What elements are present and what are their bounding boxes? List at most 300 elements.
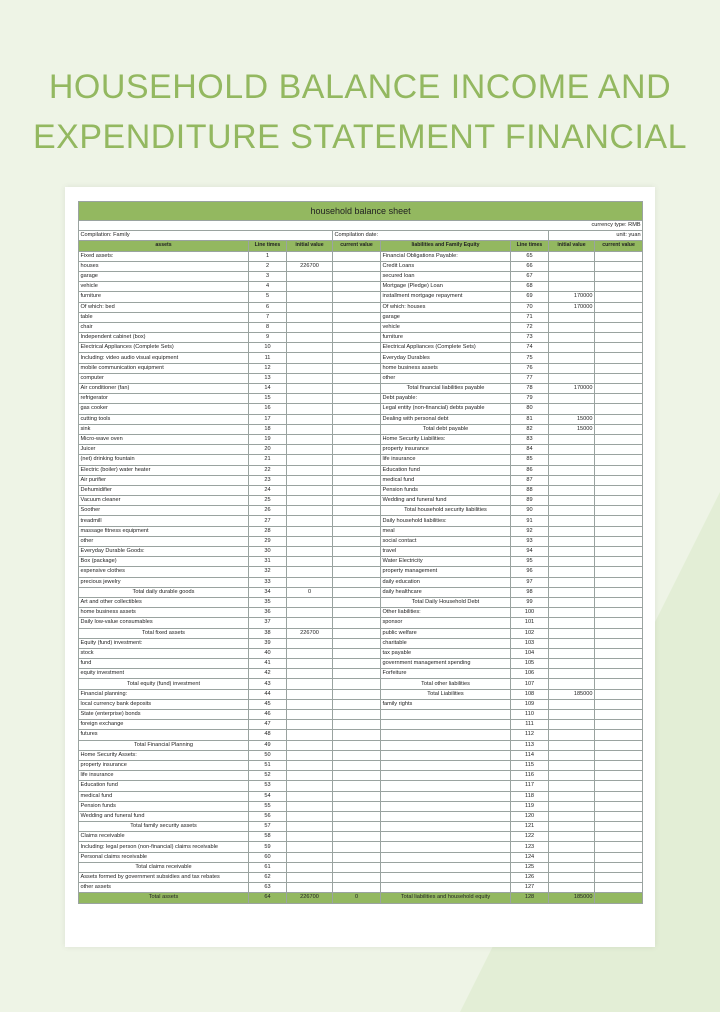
liability-line-cell: 114 xyxy=(511,750,549,760)
liability-current-cell xyxy=(595,760,643,770)
asset-initial-cell xyxy=(287,822,333,832)
liability-name-cell: social contact xyxy=(381,536,511,546)
asset-initial-cell xyxy=(287,679,333,689)
liability-initial-cell xyxy=(549,353,595,363)
liability-name-cell: Of which: houses xyxy=(381,302,511,312)
asset-current-cell xyxy=(333,333,381,343)
asset-name-cell: cutting tools xyxy=(79,414,249,424)
asset-line-cell: 5 xyxy=(249,292,287,302)
asset-name-cell: Independent cabinet (box) xyxy=(79,333,249,343)
liability-name-cell: sponsor xyxy=(381,618,511,628)
liability-name-cell: Legal entity (non-financial) debts payable xyxy=(381,404,511,414)
table-row xyxy=(79,455,643,465)
asset-line-cell: 45 xyxy=(249,699,287,709)
liability-initial-cell xyxy=(549,699,595,709)
liability-current-cell xyxy=(595,557,643,567)
liability-current-cell xyxy=(595,628,643,638)
asset-name-cell: Dehumidifier xyxy=(79,485,249,495)
table-row xyxy=(79,822,643,832)
liability-initial-cell xyxy=(549,445,595,455)
asset-initial-cell xyxy=(287,557,333,567)
liability-initial-cell: 170000 xyxy=(549,302,595,312)
liability-line-cell: 127 xyxy=(511,883,549,893)
liability-line-cell: 90 xyxy=(511,506,549,516)
liability-name-cell: daily healthcare xyxy=(381,587,511,597)
table-row xyxy=(79,801,643,811)
table-row xyxy=(79,251,643,261)
asset-line-cell: 1 xyxy=(249,251,287,261)
asset-initial-cell xyxy=(287,353,333,363)
liability-initial-cell: 185000 xyxy=(549,689,595,699)
asset-name-cell: garage xyxy=(79,271,249,281)
asset-initial-cell xyxy=(287,414,333,424)
asset-current-cell xyxy=(333,628,381,638)
asset-initial-cell xyxy=(287,445,333,455)
asset-initial-cell xyxy=(287,689,333,699)
liability-current-cell xyxy=(595,689,643,699)
liability-name-cell: other xyxy=(381,373,511,383)
liability-line-cell: 85 xyxy=(511,455,549,465)
table-row xyxy=(79,404,643,414)
liability-line-cell: 122 xyxy=(511,832,549,842)
table-row xyxy=(79,862,643,872)
liability-name-cell xyxy=(381,771,511,781)
liability-current-cell xyxy=(595,801,643,811)
liability-line-cell: 113 xyxy=(511,740,549,750)
liability-current-cell xyxy=(595,771,643,781)
liability-current-cell xyxy=(595,852,643,862)
liability-line-cell: 109 xyxy=(511,699,549,709)
liability-line-cell: 70 xyxy=(511,302,549,312)
table-row xyxy=(79,730,643,740)
asset-line-cell: 50 xyxy=(249,750,287,760)
table-row xyxy=(79,333,643,343)
asset-initial-cell xyxy=(287,577,333,587)
liability-line-cell: 91 xyxy=(511,516,549,526)
liability-initial-cell xyxy=(549,750,595,760)
asset-name-cell: Box (package) xyxy=(79,557,249,567)
asset-current-cell xyxy=(333,251,381,261)
asset-current-cell xyxy=(333,750,381,760)
asset-line-cell: 12 xyxy=(249,363,287,373)
liability-initial-cell xyxy=(549,455,595,465)
asset-line-cell: 16 xyxy=(249,404,287,414)
liability-name-cell: family rights xyxy=(381,699,511,709)
liability-current-cell xyxy=(595,842,643,852)
liability-current-cell xyxy=(595,587,643,597)
asset-line-cell: 17 xyxy=(249,414,287,424)
asset-initial-cell xyxy=(287,659,333,669)
liability-initial-cell xyxy=(549,404,595,414)
liability-line-cell: 76 xyxy=(511,363,549,373)
liability-current-cell xyxy=(595,445,643,455)
liability-line-cell: 115 xyxy=(511,760,549,770)
asset-line-cell: 33 xyxy=(249,577,287,587)
liability-initial-cell: 170000 xyxy=(549,384,595,394)
table-row xyxy=(79,608,643,618)
table-row xyxy=(79,424,643,434)
liability-line-cell: 72 xyxy=(511,322,549,332)
asset-current-cell xyxy=(333,282,381,292)
liability-current-cell xyxy=(595,547,643,557)
liability-current-cell xyxy=(595,648,643,658)
liability-line-cell: 65 xyxy=(511,251,549,261)
liability-name-cell xyxy=(381,710,511,720)
asset-line-cell: 56 xyxy=(249,811,287,821)
liability-name-cell: furniture xyxy=(381,333,511,343)
asset-current-cell xyxy=(333,679,381,689)
total-row xyxy=(79,893,643,903)
liability-line-cell: 80 xyxy=(511,404,549,414)
asset-initial-cell xyxy=(287,720,333,730)
liability-initial-cell xyxy=(549,842,595,852)
asset-initial-cell xyxy=(287,873,333,883)
liability-initial-cell xyxy=(549,363,595,373)
liability-initial-cell xyxy=(549,536,595,546)
liability-current-cell xyxy=(595,353,643,363)
asset-line-cell: 29 xyxy=(249,536,287,546)
table-row xyxy=(79,699,643,709)
liability-line-cell: 86 xyxy=(511,465,549,475)
liability-initial-cell xyxy=(549,322,595,332)
liability-initial-cell: 170000 xyxy=(549,292,595,302)
liability-initial-cell xyxy=(549,557,595,567)
liability-line-cell: 75 xyxy=(511,353,549,363)
asset-line-cell: 26 xyxy=(249,506,287,516)
asset-current-cell xyxy=(333,801,381,811)
asset-current-cell xyxy=(333,618,381,628)
liability-name-cell: vehicle xyxy=(381,322,511,332)
compilation-date: Compilation date: xyxy=(333,231,549,241)
liability-name-cell: Education fund xyxy=(381,465,511,475)
liability-line-cell: 126 xyxy=(511,873,549,883)
asset-initial-cell xyxy=(287,750,333,760)
asset-initial-cell xyxy=(287,271,333,281)
liability-name-cell: medical fund xyxy=(381,475,511,485)
liability-line-cell: 84 xyxy=(511,445,549,455)
liability-name-cell: Financial Obligations Payable: xyxy=(381,251,511,261)
liability-current-cell xyxy=(595,811,643,821)
asset-initial-cell xyxy=(287,638,333,648)
asset-line-cell: 55 xyxy=(249,801,287,811)
liability-current-cell xyxy=(595,659,643,669)
asset-current-cell xyxy=(333,547,381,557)
liability-line-cell: 112 xyxy=(511,730,549,740)
liability-name-cell: property management xyxy=(381,567,511,577)
liability-name-cell: Everyday Durables xyxy=(381,353,511,363)
liability-name-cell: installment mortgage repayment xyxy=(381,292,511,302)
table-row xyxy=(79,363,643,373)
asset-line-cell: 4 xyxy=(249,282,287,292)
table-row xyxy=(79,384,643,394)
liability-name-cell xyxy=(381,801,511,811)
asset-initial-cell xyxy=(287,373,333,383)
table-row xyxy=(79,322,643,332)
table-row xyxy=(79,414,643,424)
asset-initial-cell xyxy=(287,791,333,801)
asset-initial-cell xyxy=(287,384,333,394)
liability-name-cell: Mortgage (Pledge) Loan xyxy=(381,282,511,292)
liability-name-cell xyxy=(381,791,511,801)
table-row xyxy=(79,791,643,801)
liability-current-cell xyxy=(595,271,643,281)
table-row xyxy=(79,343,643,353)
liability-line-cell: 95 xyxy=(511,557,549,567)
table-row xyxy=(79,536,643,546)
asset-current-cell xyxy=(333,608,381,618)
liability-name-cell xyxy=(381,832,511,842)
asset-name-cell: treadmill xyxy=(79,516,249,526)
liability-line-cell: 92 xyxy=(511,526,549,536)
liability-name-cell xyxy=(381,750,511,760)
asset-name-cell: Including: legal person (non-financial) claims receivable xyxy=(79,842,249,852)
liability-current-cell xyxy=(595,822,643,832)
table-row xyxy=(79,710,643,720)
liability-initial-cell xyxy=(549,587,595,597)
liability-initial-cell xyxy=(549,669,595,679)
asset-name-cell: Total equity (fund) investment xyxy=(79,679,249,689)
asset-line-cell: 51 xyxy=(249,760,287,770)
asset-current-cell xyxy=(333,322,381,332)
asset-current-cell xyxy=(333,597,381,607)
liability-line-cell: 71 xyxy=(511,312,549,322)
asset-initial-cell xyxy=(287,292,333,302)
liability-current-cell xyxy=(595,312,643,322)
liability-initial-cell xyxy=(549,597,595,607)
asset-current-cell xyxy=(333,587,381,597)
asset-current-cell xyxy=(333,465,381,475)
column-header-row xyxy=(79,241,643,251)
table-row xyxy=(79,496,643,506)
asset-current-cell xyxy=(333,720,381,730)
asset-current-cell xyxy=(333,873,381,883)
liability-initial-cell xyxy=(549,506,595,516)
asset-line-cell: 41 xyxy=(249,659,287,669)
liability-initial-cell xyxy=(549,251,595,261)
table-row xyxy=(79,740,643,750)
asset-name-cell: Total assets xyxy=(79,893,249,903)
liability-current-cell xyxy=(595,414,643,424)
asset-line-cell: 27 xyxy=(249,516,287,526)
liability-current-cell xyxy=(595,883,643,893)
asset-line-cell: 62 xyxy=(249,873,287,883)
asset-name-cell: Micro-wave oven xyxy=(79,434,249,444)
asset-initial-cell xyxy=(287,526,333,536)
liability-current-cell xyxy=(595,832,643,842)
liability-line-cell: 103 xyxy=(511,638,549,648)
asset-initial-cell xyxy=(287,424,333,434)
liability-name-cell: Pension funds xyxy=(381,485,511,495)
liability-current-cell xyxy=(595,710,643,720)
asset-current-cell xyxy=(333,394,381,404)
asset-current-cell xyxy=(333,526,381,536)
table-row xyxy=(79,760,643,770)
liability-name-cell xyxy=(381,740,511,750)
headline-line-2: EXPENDITURE STATEMENT FINANCIAL xyxy=(32,118,688,156)
liability-line-cell: 78 xyxy=(511,384,549,394)
table-row xyxy=(79,506,643,516)
liability-initial-cell xyxy=(549,740,595,750)
liability-name-cell xyxy=(381,811,511,821)
liability-initial-cell xyxy=(549,801,595,811)
table-row xyxy=(79,557,643,567)
liability-current-cell xyxy=(595,506,643,516)
asset-initial-cell xyxy=(287,302,333,312)
asset-initial-cell xyxy=(287,475,333,485)
asset-initial-cell xyxy=(287,455,333,465)
column-header: current value xyxy=(333,241,381,251)
asset-line-cell: 13 xyxy=(249,373,287,383)
asset-current-cell xyxy=(333,496,381,506)
asset-current-cell xyxy=(333,638,381,648)
asset-name-cell: Air conditioner (fan) xyxy=(79,384,249,394)
liability-initial-cell xyxy=(549,760,595,770)
liability-current-cell xyxy=(595,496,643,506)
asset-line-cell: 9 xyxy=(249,333,287,343)
liability-line-cell: 82 xyxy=(511,424,549,434)
asset-initial-cell: 226700 xyxy=(287,261,333,271)
table-row xyxy=(79,526,643,536)
column-header: liabilities and Family Equity xyxy=(381,241,511,251)
asset-line-cell: 48 xyxy=(249,730,287,740)
asset-current-cell xyxy=(333,271,381,281)
asset-name-cell: precious jewelry xyxy=(79,577,249,587)
liability-current-cell xyxy=(595,679,643,689)
asset-name-cell: Vacuum cleaner xyxy=(79,496,249,506)
asset-name-cell: property insurance xyxy=(79,760,249,770)
liability-initial-cell xyxy=(549,567,595,577)
asset-initial-cell xyxy=(287,608,333,618)
liability-line-cell: 87 xyxy=(511,475,549,485)
liability-initial-cell xyxy=(549,577,595,587)
asset-name-cell: Total Financial Planning xyxy=(79,740,249,750)
asset-initial-cell xyxy=(287,740,333,750)
asset-name-cell: gas cooker xyxy=(79,404,249,414)
table-row xyxy=(79,302,643,312)
asset-initial-cell xyxy=(287,465,333,475)
table-row xyxy=(79,465,643,475)
table-row xyxy=(79,669,643,679)
asset-current-cell xyxy=(333,261,381,271)
asset-line-cell: 14 xyxy=(249,384,287,394)
liability-current-cell xyxy=(595,475,643,485)
table-row xyxy=(79,618,643,628)
column-header: Line times xyxy=(511,241,549,251)
asset-line-cell: 46 xyxy=(249,710,287,720)
liability-initial-cell xyxy=(549,496,595,506)
asset-current-cell xyxy=(333,740,381,750)
asset-current-cell xyxy=(333,577,381,587)
liability-line-cell: 97 xyxy=(511,577,549,587)
liability-line-cell: 128 xyxy=(511,893,549,903)
asset-current-cell xyxy=(333,353,381,363)
asset-line-cell: 53 xyxy=(249,781,287,791)
liability-initial-cell xyxy=(549,873,595,883)
asset-initial-cell xyxy=(287,781,333,791)
liability-initial-cell xyxy=(549,648,595,658)
asset-name-cell: other assets xyxy=(79,883,249,893)
liability-name-cell: Total liabilities and household equity xyxy=(381,893,511,903)
asset-line-cell: 38 xyxy=(249,628,287,638)
asset-initial-cell: 226700 xyxy=(287,893,333,903)
liability-initial-cell xyxy=(549,618,595,628)
liability-current-cell xyxy=(595,669,643,679)
asset-line-cell: 44 xyxy=(249,689,287,699)
asset-initial-cell xyxy=(287,730,333,740)
liability-name-cell: Debt payable: xyxy=(381,394,511,404)
liability-initial-cell xyxy=(549,394,595,404)
asset-name-cell: fund xyxy=(79,659,249,669)
asset-name-cell: life insurance xyxy=(79,771,249,781)
asset-line-cell: 47 xyxy=(249,720,287,730)
asset-name-cell: Wedding and funeral fund xyxy=(79,811,249,821)
liability-initial-cell: 15000 xyxy=(549,424,595,434)
asset-current-cell xyxy=(333,312,381,322)
asset-current-cell xyxy=(333,445,381,455)
asset-line-cell: 25 xyxy=(249,496,287,506)
asset-initial-cell xyxy=(287,699,333,709)
asset-current-cell xyxy=(333,852,381,862)
asset-name-cell: sink xyxy=(79,424,249,434)
liability-line-cell: 96 xyxy=(511,567,549,577)
asset-initial-cell xyxy=(287,811,333,821)
asset-line-cell: 8 xyxy=(249,322,287,332)
liability-line-cell: 88 xyxy=(511,485,549,495)
asset-line-cell: 54 xyxy=(249,791,287,801)
liability-name-cell xyxy=(381,760,511,770)
liability-line-cell: 102 xyxy=(511,628,549,638)
asset-line-cell: 28 xyxy=(249,526,287,536)
liability-line-cell: 81 xyxy=(511,414,549,424)
column-header: initial value xyxy=(549,241,595,251)
liability-current-cell xyxy=(595,302,643,312)
table-row xyxy=(79,750,643,760)
liability-line-cell: 77 xyxy=(511,373,549,383)
asset-initial-cell xyxy=(287,496,333,506)
asset-current-cell: 0 xyxy=(333,893,381,903)
liability-name-cell: travel xyxy=(381,547,511,557)
liability-line-cell: 93 xyxy=(511,536,549,546)
liability-initial-cell xyxy=(549,679,595,689)
asset-current-cell xyxy=(333,404,381,414)
table-row xyxy=(79,271,643,281)
asset-current-cell xyxy=(333,455,381,465)
liability-name-cell: property insurance xyxy=(381,445,511,455)
liability-line-cell: 120 xyxy=(511,811,549,821)
headline-line-1: HOUSEHOLD BALANCE INCOME AND xyxy=(48,68,672,106)
asset-initial-cell xyxy=(287,618,333,628)
liability-current-cell xyxy=(595,597,643,607)
liability-name-cell xyxy=(381,852,511,862)
asset-initial-cell xyxy=(287,312,333,322)
table-row xyxy=(79,852,643,862)
liability-name-cell xyxy=(381,822,511,832)
asset-name-cell: furniture xyxy=(79,292,249,302)
liability-line-cell: 105 xyxy=(511,659,549,669)
liability-current-cell xyxy=(595,343,643,353)
liability-name-cell: Total other liabilities xyxy=(381,679,511,689)
column-header: assets xyxy=(79,241,249,251)
asset-initial-cell: 0 xyxy=(287,587,333,597)
liability-name-cell: secured loan xyxy=(381,271,511,281)
asset-initial-cell xyxy=(287,404,333,414)
asset-name-cell: Total daily durable goods xyxy=(79,587,249,597)
liability-current-cell xyxy=(595,434,643,444)
asset-line-cell: 36 xyxy=(249,608,287,618)
asset-current-cell xyxy=(333,424,381,434)
liability-initial-cell xyxy=(549,781,595,791)
liability-name-cell: Home Security Liabilities: xyxy=(381,434,511,444)
